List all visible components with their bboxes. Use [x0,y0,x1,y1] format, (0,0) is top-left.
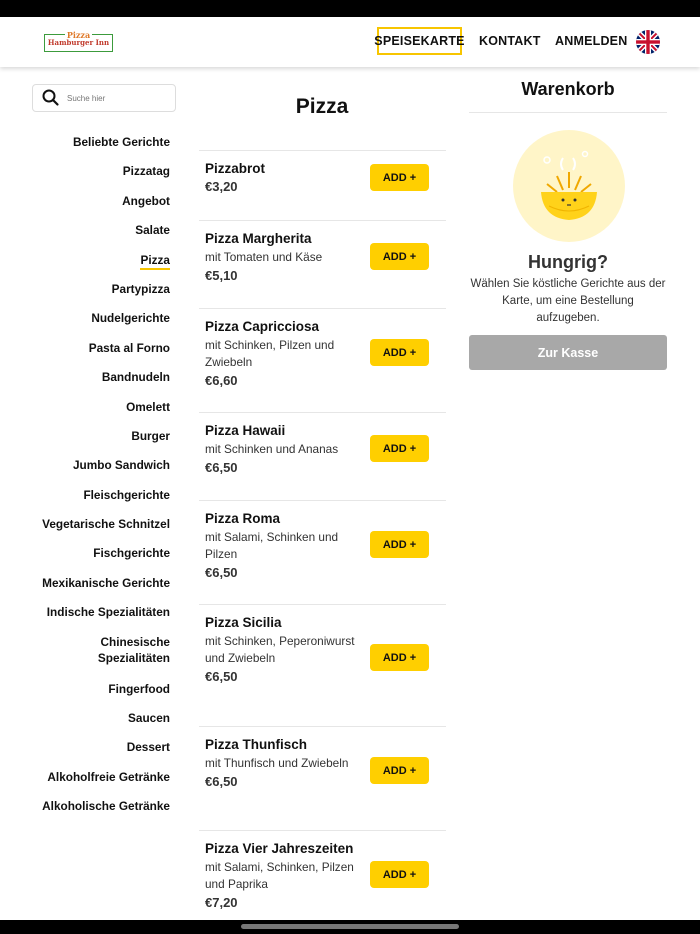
cart-empty-text: Wählen Sie köstliche Gerichte aus der Karte, um eine Bestellung aufzugeben. [470,278,666,324]
category-item[interactable] [42,681,170,710]
category-label: Indische Spezialitäten [46,605,170,620]
category-label: Alkoholfreie Getränke [47,769,170,784]
item-price: €7,20 [205,895,238,910]
item-price: €6,50 [205,460,238,475]
add-to-cart-button[interactable]: ADD + [370,435,429,462]
menu-item-row [199,220,446,308]
menu-item-row [199,500,446,604]
item-price: €5,10 [205,268,238,283]
category-label: Saucen [128,711,170,726]
item-name: Pizzabrot [205,161,266,176]
category-item[interactable] [42,545,170,574]
item-price: €3,20 [205,179,238,194]
category-item[interactable] [42,710,170,739]
item-name: Pizza Capricciosa [205,319,320,334]
menu-item-row [199,412,446,500]
category-label: Partypizza [111,281,170,296]
nav-anmelden[interactable]: ANMELDEN [555,34,628,48]
category-label: Mexikanische Gerichte [42,575,170,590]
logo-text-bottom: Hamburger Inn [47,37,110,47]
cart-empty-title: Hungrig? [528,252,608,272]
item-price: €6,50 [205,774,238,789]
item-description: mit Tomaten und Käse [205,250,323,264]
menu-item-row [199,604,446,726]
category-label: Salate [135,223,170,238]
category-label: Omelett [126,399,170,414]
category-label: Fischgerichte [93,546,170,561]
category-label: Fleischgerichte [83,487,170,502]
uk-flag-icon[interactable] [636,30,660,54]
category-label: Dessert [126,740,170,755]
add-to-cart-button[interactable]: ADD + [370,861,429,888]
item-name: Pizza Roma [205,511,281,526]
add-to-cart-button[interactable]: ADD + [370,243,429,270]
category-label: Pizza [140,253,170,270]
category-item[interactable] [42,310,170,339]
category-item[interactable] [42,604,170,633]
category-item[interactable] [42,739,170,768]
search-icon[interactable] [40,87,62,109]
category-label: Burger [131,428,170,443]
logo-text-top: Pizza [66,29,91,40]
category-item[interactable] [42,399,170,428]
category-label: Nudelgerichte [91,311,170,326]
item-description: mit Schinken, Pilzen und Zwiebeln [205,338,335,369]
item-name: Pizza Thunfisch [205,737,308,752]
category-item[interactable] [42,281,170,310]
category-item[interactable] [42,428,170,457]
category-label: Fingerfood [108,681,170,696]
item-price: €6,50 [205,669,238,684]
category-label: Pasta al Forno [88,340,170,355]
item-description: mit Salami, Schinken und Pilzen [205,530,339,561]
cart-divider [469,112,667,113]
status-bar [0,0,700,17]
category-item[interactable] [42,457,170,486]
logo[interactable] [44,29,113,52]
header [0,17,700,67]
category-item[interactable] [42,252,170,281]
category-item[interactable] [42,369,170,398]
item-description: mit Schinken und Ananas [205,442,339,456]
item-description: mit Salami, Schinken, Pilzen und Paprika [205,860,354,891]
nav-speisekarte[interactable]: SPEISEKARTE [377,27,462,55]
category-label: Vegetarische Schnitzel [42,517,170,532]
checkout-button[interactable]: Zur Kasse [469,335,667,370]
category-label: Jumbo Sandwich [72,458,170,473]
add-to-cart-button[interactable]: ADD + [370,164,429,191]
category-label: Alkoholische Getränke [42,799,170,814]
item-description: mit Thunfisch und Zwiebeln [205,756,349,770]
nav-kontakt[interactable]: KONTAKT [479,34,541,48]
category-label: Pizzatag [122,164,170,179]
item-price: €6,60 [205,373,238,388]
category-item[interactable] [42,798,170,827]
category-label: Angebot [122,193,170,208]
search-input[interactable] [67,94,167,103]
cart-title: Warenkorb [521,79,615,99]
category-item[interactable] [42,193,170,222]
menu-item-row [199,308,446,412]
item-description: mit Schinken, Peperoniwurst und Zwiebeln [205,634,355,665]
category-item[interactable] [42,634,170,681]
category-item[interactable] [42,769,170,798]
category-label: Beliebte Gerichte [72,135,170,149]
category-item[interactable] [42,222,170,251]
category-list [42,134,170,828]
item-name: Pizza Hawaii [205,423,286,438]
empty-bowl-icon [513,130,625,242]
category-item[interactable] [42,487,170,516]
item-price: €6,50 [205,565,238,580]
add-to-cart-button[interactable]: ADD + [370,339,429,366]
item-name: Pizza Margherita [205,231,312,246]
category-item[interactable] [42,163,170,192]
home-indicator[interactable] [241,924,459,929]
item-name: Pizza Vier Jahreszeiten [205,841,354,856]
add-to-cart-button[interactable]: ADD + [370,644,429,671]
section-title: Pizza [295,95,349,118]
item-name: Pizza Sicilia [205,615,282,630]
category-item[interactable] [42,340,170,369]
search-box [32,84,176,112]
category-label: Bandnudeln [101,370,170,385]
category-item[interactable] [42,575,170,604]
menu-items [199,150,446,920]
category-item[interactable] [42,134,170,163]
add-to-cart-button[interactable]: ADD + [370,531,429,558]
category-item[interactable] [42,516,170,545]
add-to-cart-button[interactable]: ADD + [370,757,429,784]
menu-item-row [199,726,446,830]
menu-item-row [199,150,446,220]
menu-item-row [199,830,446,920]
category-label: Chinesische Spezialitäten [97,634,170,665]
